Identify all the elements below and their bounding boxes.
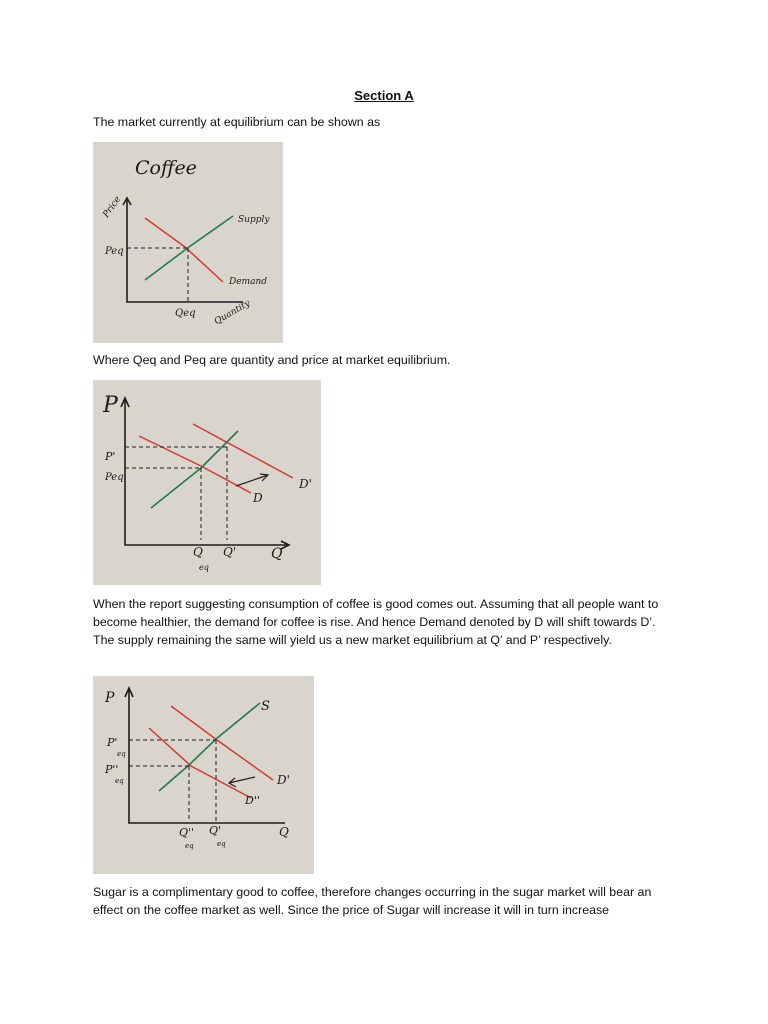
- equilibrium-note: Where Qeq and Peq are quantity and price at market equilibrium.: [93, 353, 451, 367]
- supply-curve: [151, 431, 238, 508]
- x-axis-label: Quantity: [212, 298, 253, 328]
- p-top-subscript: eq: [117, 750, 126, 758]
- intro-paragraph: The market currently at equilibrium can be shown as: [93, 115, 381, 129]
- eq-subscript: eq: [199, 563, 209, 572]
- sugar-effect-sketch: [93, 676, 314, 874]
- q-label: Q: [193, 545, 203, 559]
- q-left-subscript: eq: [185, 842, 194, 850]
- axes: [125, 400, 288, 545]
- q-right-label: Q': [209, 824, 222, 837]
- p-top-label: P': [107, 736, 118, 749]
- qeq-label: Qeq: [175, 308, 196, 319]
- y-axis-label: Price: [101, 194, 124, 220]
- y-axis-label: P: [105, 690, 115, 706]
- demand-curve-d-prime: [171, 706, 273, 780]
- supply-label: Supply: [238, 215, 270, 225]
- demand-label: Demand: [229, 277, 267, 287]
- peq-label: Peq: [105, 246, 124, 257]
- y-axis-label: P: [103, 393, 118, 418]
- d-double-prime-label: D'': [245, 794, 260, 807]
- d-prime-label: D': [277, 773, 290, 787]
- shift-left-arrow: [229, 777, 255, 787]
- p-bottom-label: P'': [105, 763, 119, 776]
- q-left-label: Q'': [179, 826, 195, 839]
- demand-curve-d: [139, 436, 251, 493]
- q-right-subscript: eq: [217, 840, 226, 848]
- d-label: D: [253, 491, 263, 505]
- x-axis-label: Q: [279, 825, 289, 839]
- demand-shift-paragraph: When the report suggesting consumption of coffee is good comes out. Assuming that all people want to become healthier, the demand for coffee is rise. And hence Demand denoted by D will shift towards D’. The supply remaining the same will yield us a new market equilibrium at Q’ and P’ respectively.: [93, 597, 659, 647]
- demand-shift-sketch: [93, 380, 321, 585]
- supply-curve: [159, 703, 260, 791]
- d-prime-label: D': [299, 477, 312, 491]
- section-title: Section A: [354, 88, 414, 103]
- sugar-paragraph: Sugar is a complimentary good to coffee, therefore changes occurring in the sugar market will bear an effect on the coffee market as well. Since the price of Sugar will increase it will in turn increase: [93, 885, 652, 917]
- shift-right-arrow: [236, 474, 268, 486]
- coffee-equilibrium-sketch: [93, 142, 283, 343]
- sketch-title: Coffee: [135, 157, 197, 179]
- p-bottom-subscript: eq: [115, 777, 124, 785]
- x-axis-label: Q: [271, 546, 283, 562]
- q-prime-label: Q': [223, 545, 237, 559]
- supply-label: S: [261, 699, 270, 714]
- peq-label: Peq: [105, 472, 124, 483]
- p-prime-label: P': [105, 450, 116, 463]
